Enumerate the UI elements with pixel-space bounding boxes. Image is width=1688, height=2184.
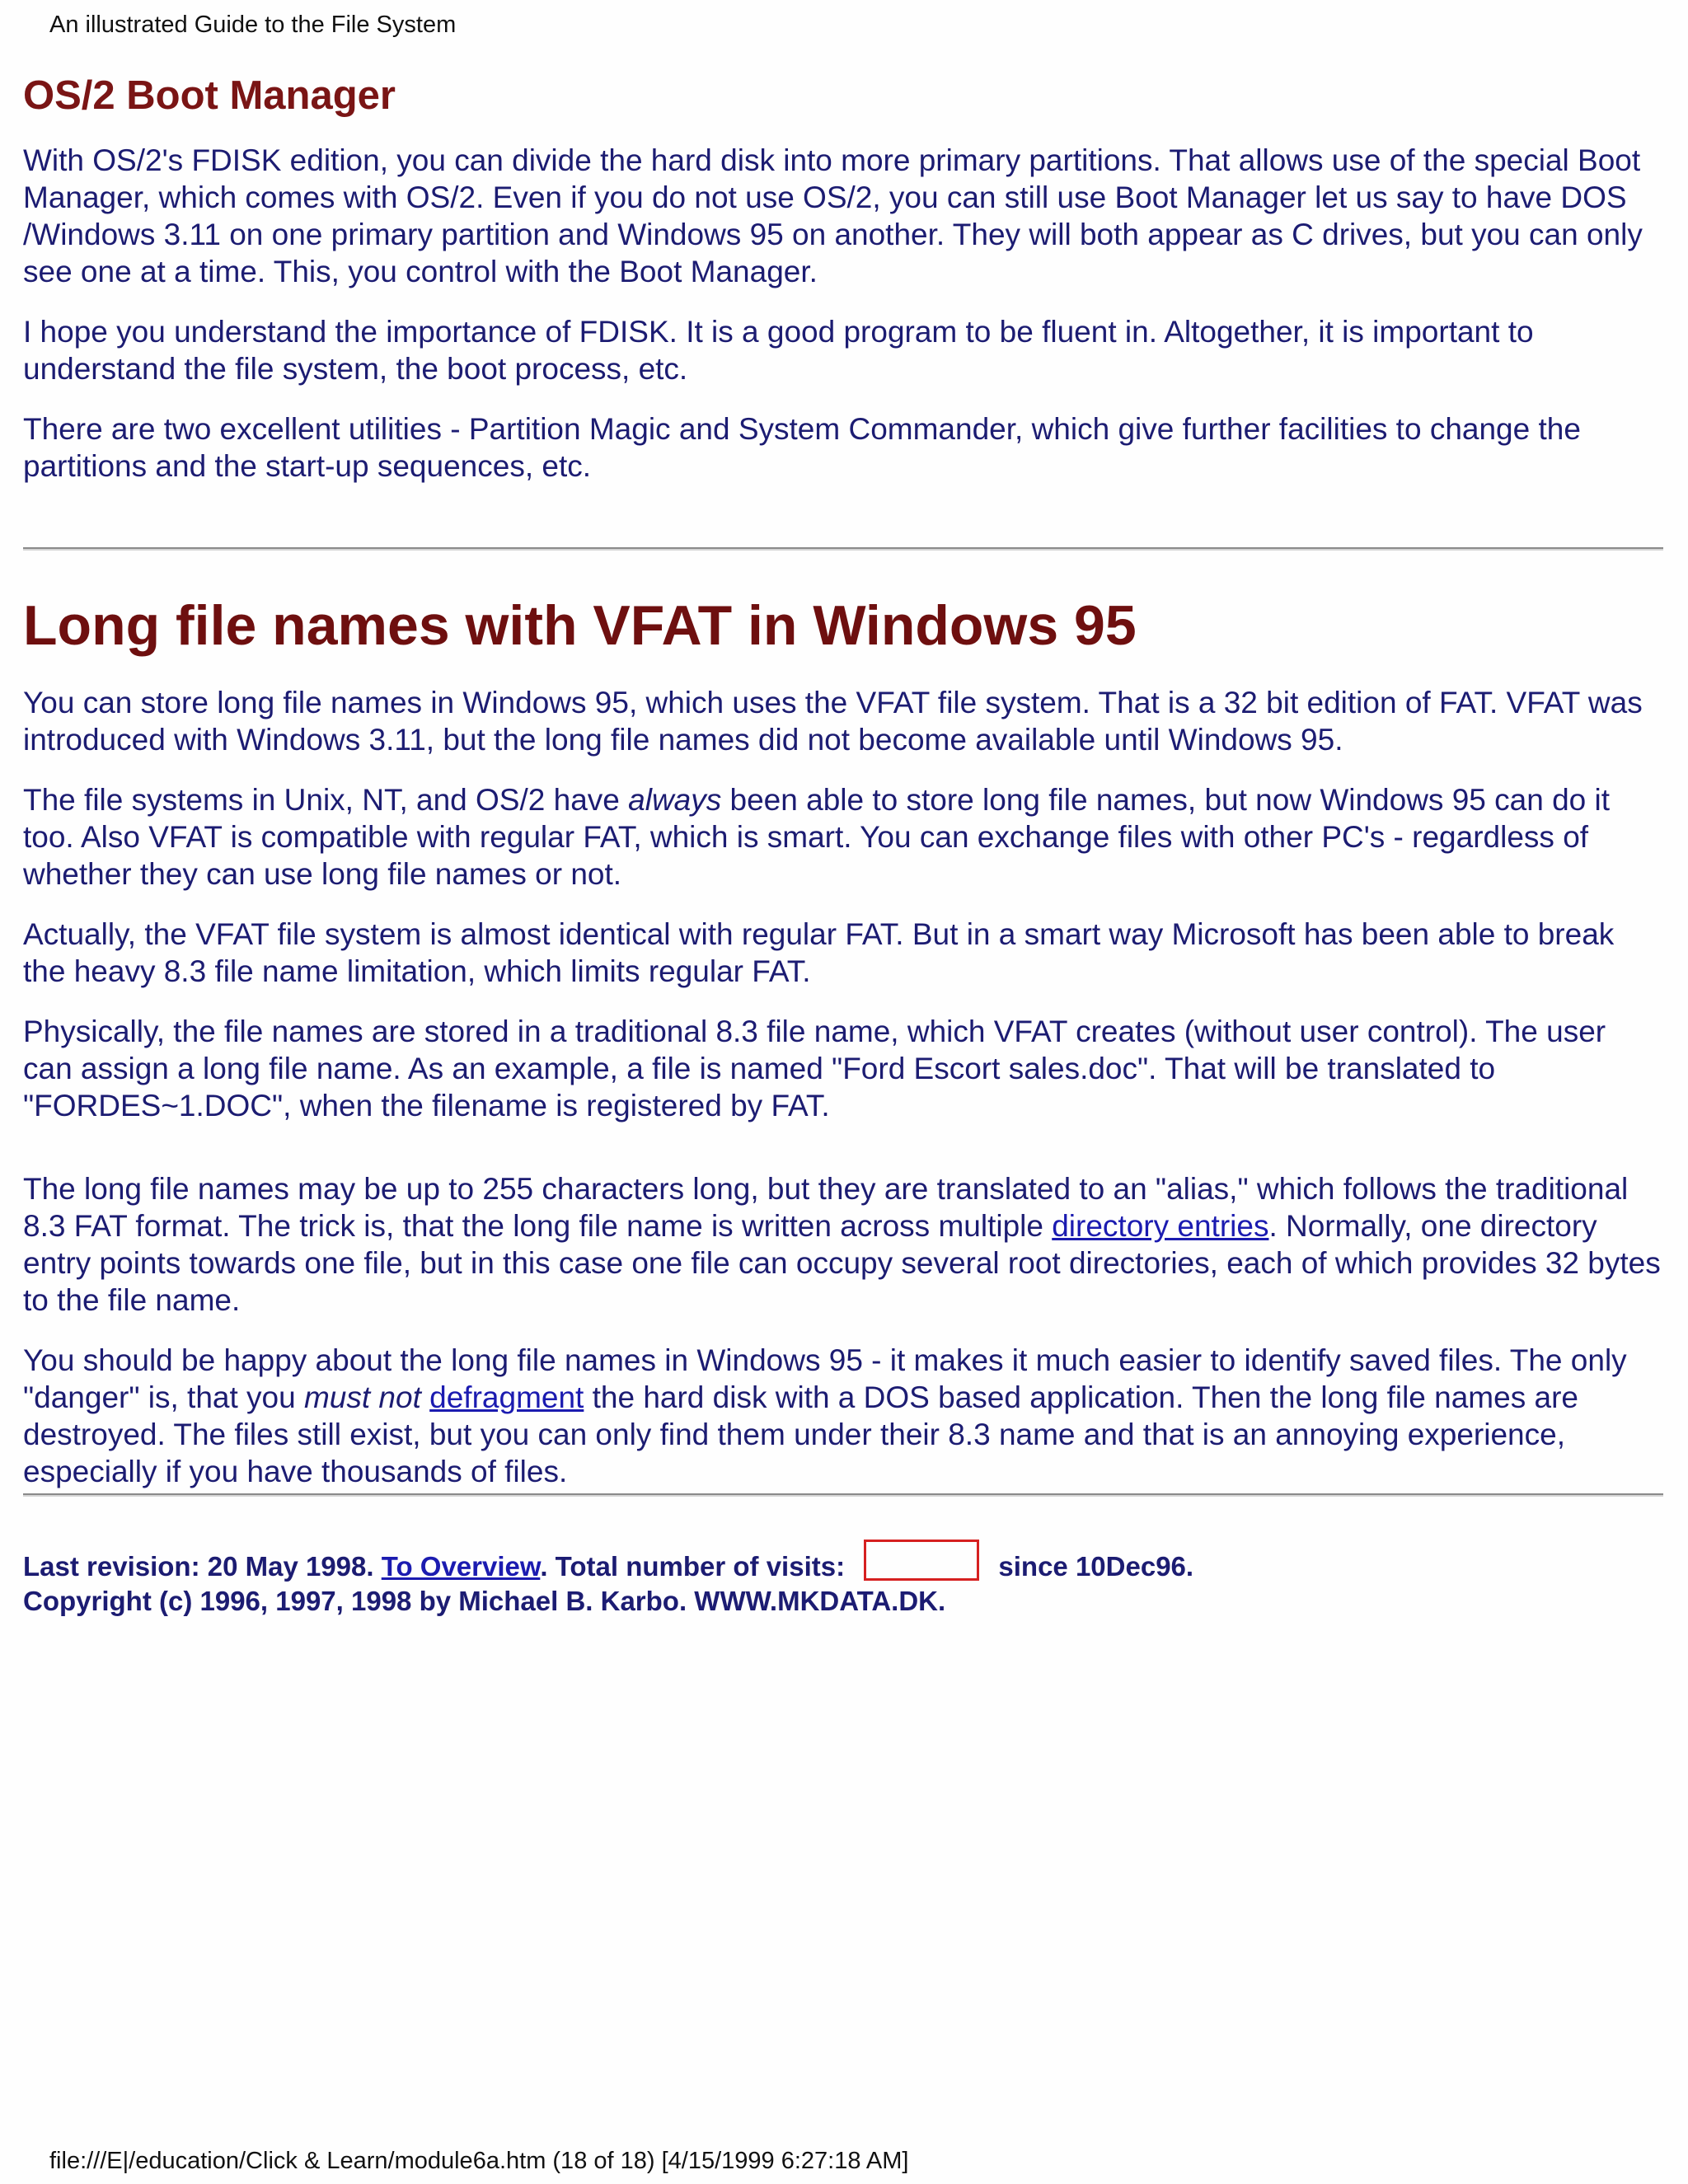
paragraph	[23, 781, 1663, 893]
copyright-line: Copyright (c) 1996, 1997, 1998 by Michael B. Karbo. WWW.MKDATA.DK.	[23, 1586, 946, 1616]
paragraph: You can store long file names in Windows 95, which uses the VFAT file system. That is a 32 bit edition of FAT. VFAT was introduced with Windows 3.11, but the long file names did not become available until Windows 95.	[23, 686, 1643, 757]
spacer	[23, 1147, 1663, 1170]
paragraph	[23, 1170, 1663, 1319]
revision-footer	[23, 1540, 1663, 1619]
emphasis-text: must not	[303, 1380, 421, 1414]
paragraph: Actually, the VFAT file system is almost identical with regular FAT. But in a smart way Microsoft has been able to break the heavy 8.3 file name limitation, which limits regular FAT.	[23, 917, 1615, 988]
defragment-link[interactable]: defragment	[429, 1380, 584, 1414]
revision-text: Last revision: 20 May 1998.	[23, 1551, 382, 1582]
text-run: . Normally, one directory entry points towards one file, but in this case one file can occupy several root directories, each of which provides 32 bytes to the file name.	[23, 1209, 1661, 1317]
paragraph: There are two excellent utilities - Partition Magic and System Commander, which give further facilities to change the partitions and the start-up sequences, etc.	[23, 412, 1581, 483]
visits-text: . Total number of visits:	[540, 1551, 853, 1582]
running-header: An illustrated Guide to the File System	[49, 12, 457, 38]
to-overview-link[interactable]: To Overview	[381, 1551, 541, 1582]
horizontal-divider	[23, 1493, 1663, 1497]
paragraph: With OS/2's FDISK edition, you can divide the hard disk into more primary partitions. That allows use of the special Boot Manager, which comes with OS/2. Even if you do not use OS/2, you can still use Boot Manager let us say to have DOS /Windows 3.11 on one primary partition and Windows 95 on another. They will both appear as C drives, but you can only see one at a time. This, you control with the Boot Manager.	[23, 143, 1643, 288]
page-content	[23, 69, 1663, 1619]
running-footer-url: file:///E|/education/Click & Learn/module6a.htm (18 of 18) [4/15/1999 6:27:18 AM]	[49, 2148, 909, 2174]
text-run: the hard disk with a DOS based application. Then the long file names are destroyed. The files still exist, but you can only find them under their 8.3 name and that is an annoying experience, especially if you have thousands of files.	[23, 1380, 1578, 1488]
since-text: since 10Dec96.	[991, 1551, 1194, 1582]
revision-line	[23, 1540, 1663, 1584]
text-run: The file systems in Unix, NT, and OS/2 have	[23, 783, 629, 817]
paragraph: Physically, the file names are stored in a traditional 8.3 file name, which VFAT creates (without user control). The user can assign a long file name. As an example, a file is named "Ford Escort sales.doc". That will be translated to "FORDES~1.DOC", when the filename is registered by FAT.	[23, 1015, 1606, 1122]
text-run: been able to store long file names, but now Windows 95 can do it too. Also VFAT is compatible with regular FAT, which is smart. You can exchange files with other PC's - regardless of whether they can use long file names or not.	[23, 783, 1611, 891]
paragraph: I hope you understand the importance of FDISK. It is a good program to be fluent in. Altogether, it is important to understand the file system, the boot process, etc.	[23, 315, 1534, 386]
directory-entries-link[interactable]: directory entries	[1052, 1209, 1269, 1243]
text-run: The long file names may be up to 255 characters long, but they are translated to an "alias," which follows the traditional 8.3 FAT format. The trick is, that the long file name is written across multiple	[23, 1172, 1629, 1243]
text-run: You should be happy about the long file names in Windows 95 - it makes it much easier to identify saved files. The only "danger" is, that you	[23, 1343, 1627, 1414]
visit-counter-image	[864, 1540, 979, 1581]
horizontal-divider	[23, 547, 1663, 551]
text-run	[421, 1380, 429, 1414]
section-title-long-file-names: Long file names with VFAT in Windows 95	[23, 594, 1137, 657]
section-title-boot-manager: OS/2 Boot Manager	[23, 73, 396, 118]
emphasis-text: always	[628, 783, 722, 817]
paragraph	[23, 1342, 1663, 1490]
